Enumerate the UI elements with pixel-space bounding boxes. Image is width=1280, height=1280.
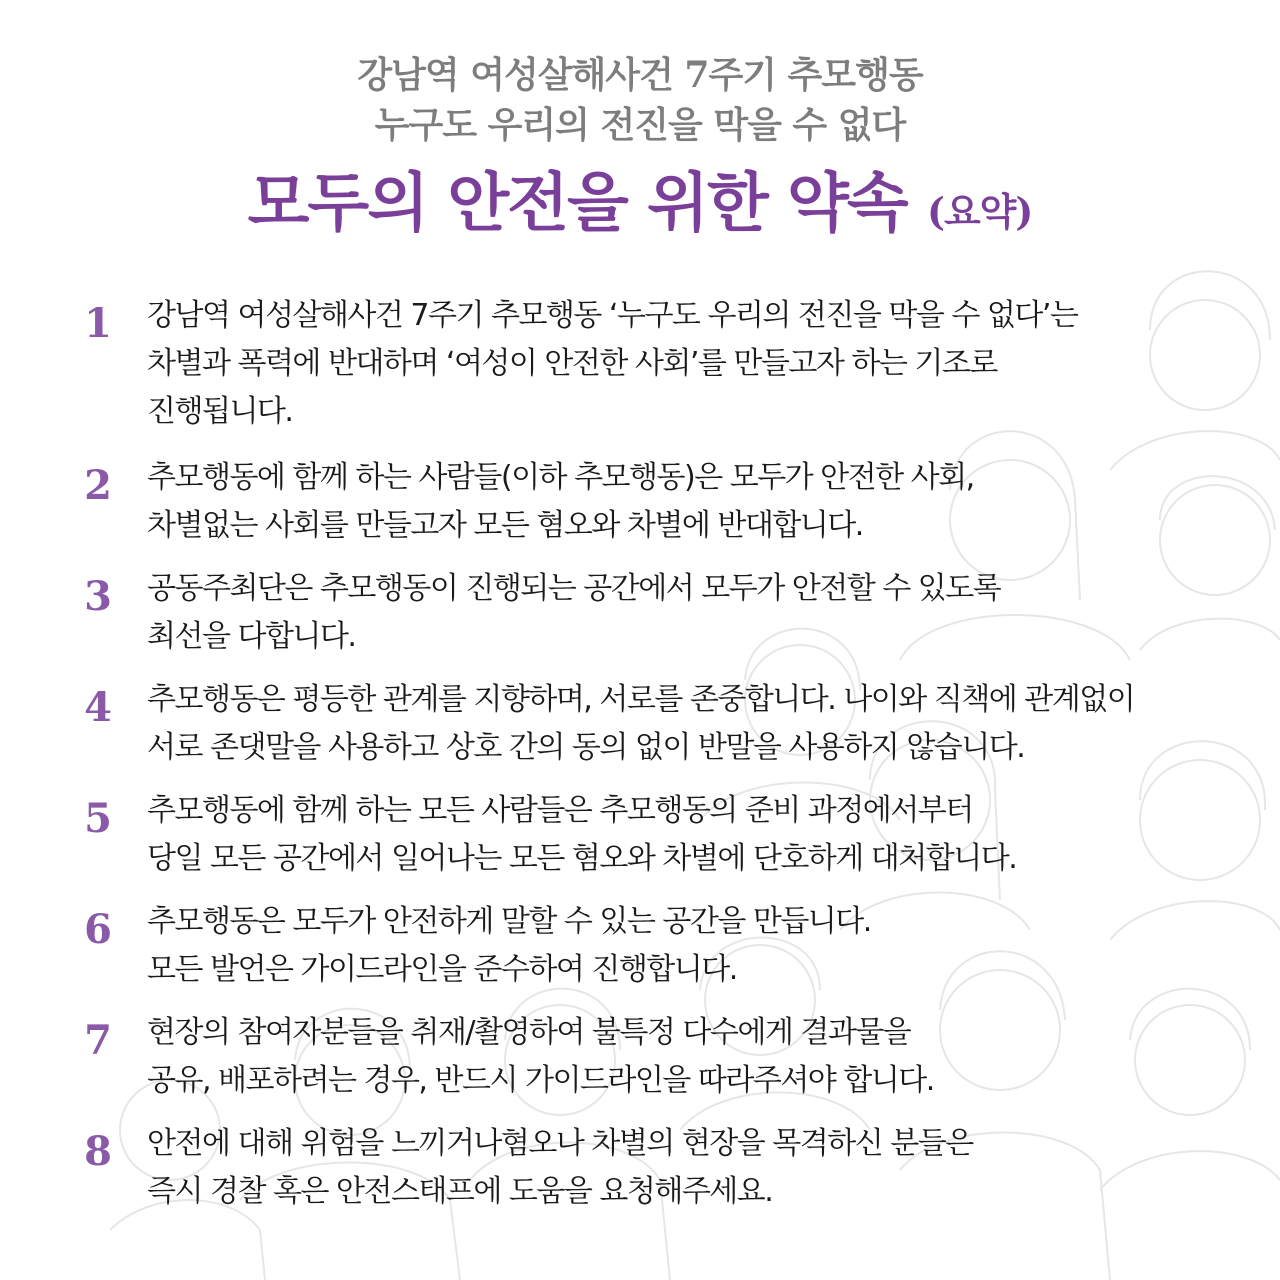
item-text <box>147 676 1247 772</box>
item-text <box>147 565 1247 661</box>
item-text-line: 즉시 경찰 혹은 안전스태프에 도움을 요청해주세요. <box>147 1174 773 1209</box>
item-number: 7 <box>84 1017 112 1064</box>
item-text-line: 강남역 여성살해사건 7주기 추모행동 ‘누구도 우리의 전진을 막을 수 없다’는 <box>147 298 1078 333</box>
item-text <box>147 454 1247 550</box>
item-number: 2 <box>84 462 112 509</box>
title-text: 모두의 안전을 위한 약속 <box>247 166 907 241</box>
item-text-line: 차별없는 사회를 만들고자 모든 혐오와 차별에 반대합니다. <box>147 508 863 543</box>
page-title <box>0 160 1280 256</box>
item-text-line: 추모행동은 모두가 안전하게 말할 수 있는 공간을 만듭니다. <box>147 904 871 939</box>
item-text-line: 추모행동에 함께 하는 모든 사람들은 추모행동의 준비 과정에서부터 <box>147 793 973 828</box>
item-text-line: 모든 발언은 가이드라인을 준수하여 진행합니다. <box>147 952 737 987</box>
item-text-line: 차별과 폭력에 반대하며 ‘여성이 안전한 사회’를 만들고자 하는 기조로 <box>147 346 997 381</box>
item-number: 8 <box>84 1128 112 1175</box>
title-note: (요약) <box>926 189 1033 234</box>
item-text-line: 추모행동에 함께 하는 사람들(이하 추모행동)은 모두가 안전한 사회, <box>147 460 974 495</box>
item-number: 1 <box>84 300 112 347</box>
item-text-line: 공유, 배포하려는 경우, 반드시 가이드라인을 따라주셔야 합니다. <box>147 1063 934 1098</box>
subtitle-line-2: 누구도 우리의 전진을 막을 수 없다 <box>374 104 906 146</box>
item-text-line: 공동주최단은 추모행동이 진행되는 공간에서 모두가 안전할 수 있도록 <box>147 571 1001 606</box>
item-number: 5 <box>84 795 112 842</box>
subtitle-line-1: 강남역 여성살해사건 7주기 추모행동 <box>357 54 923 96</box>
item-text <box>147 292 1247 436</box>
item-text-line: 최선을 다합니다. <box>147 619 356 654</box>
item-number: 4 <box>84 684 112 731</box>
item-text <box>147 787 1247 883</box>
item-text-line: 현장의 참여자분들을 취재/촬영하여 불특정 다수에게 결과물을 <box>147 1015 911 1050</box>
item-text-line: 진행됩니다. <box>147 394 293 429</box>
item-text-line: 추모행동은 평등한 관계를 지향하며, 서로를 존중합니다. 나이와 직책에 관계없이 <box>147 682 1135 717</box>
item-text-line: 안전에 대해 위험을 느끼거나혐오나 차별의 현장을 목격하신 분들은 <box>147 1126 973 1161</box>
header <box>0 50 1280 256</box>
item-number: 6 <box>84 906 112 953</box>
item-text-line: 서로 존댓말을 사용하고 상호 간의 동의 없이 반말을 사용하지 않습니다. <box>147 730 1025 765</box>
item-number: 3 <box>84 573 112 620</box>
item-text <box>147 898 1247 994</box>
item-text <box>147 1120 1247 1216</box>
item-text-line: 당일 모든 공간에서 일어나는 모든 혐오와 차별에 단호하게 대처합니다. <box>147 841 1017 876</box>
item-text <box>147 1009 1247 1105</box>
